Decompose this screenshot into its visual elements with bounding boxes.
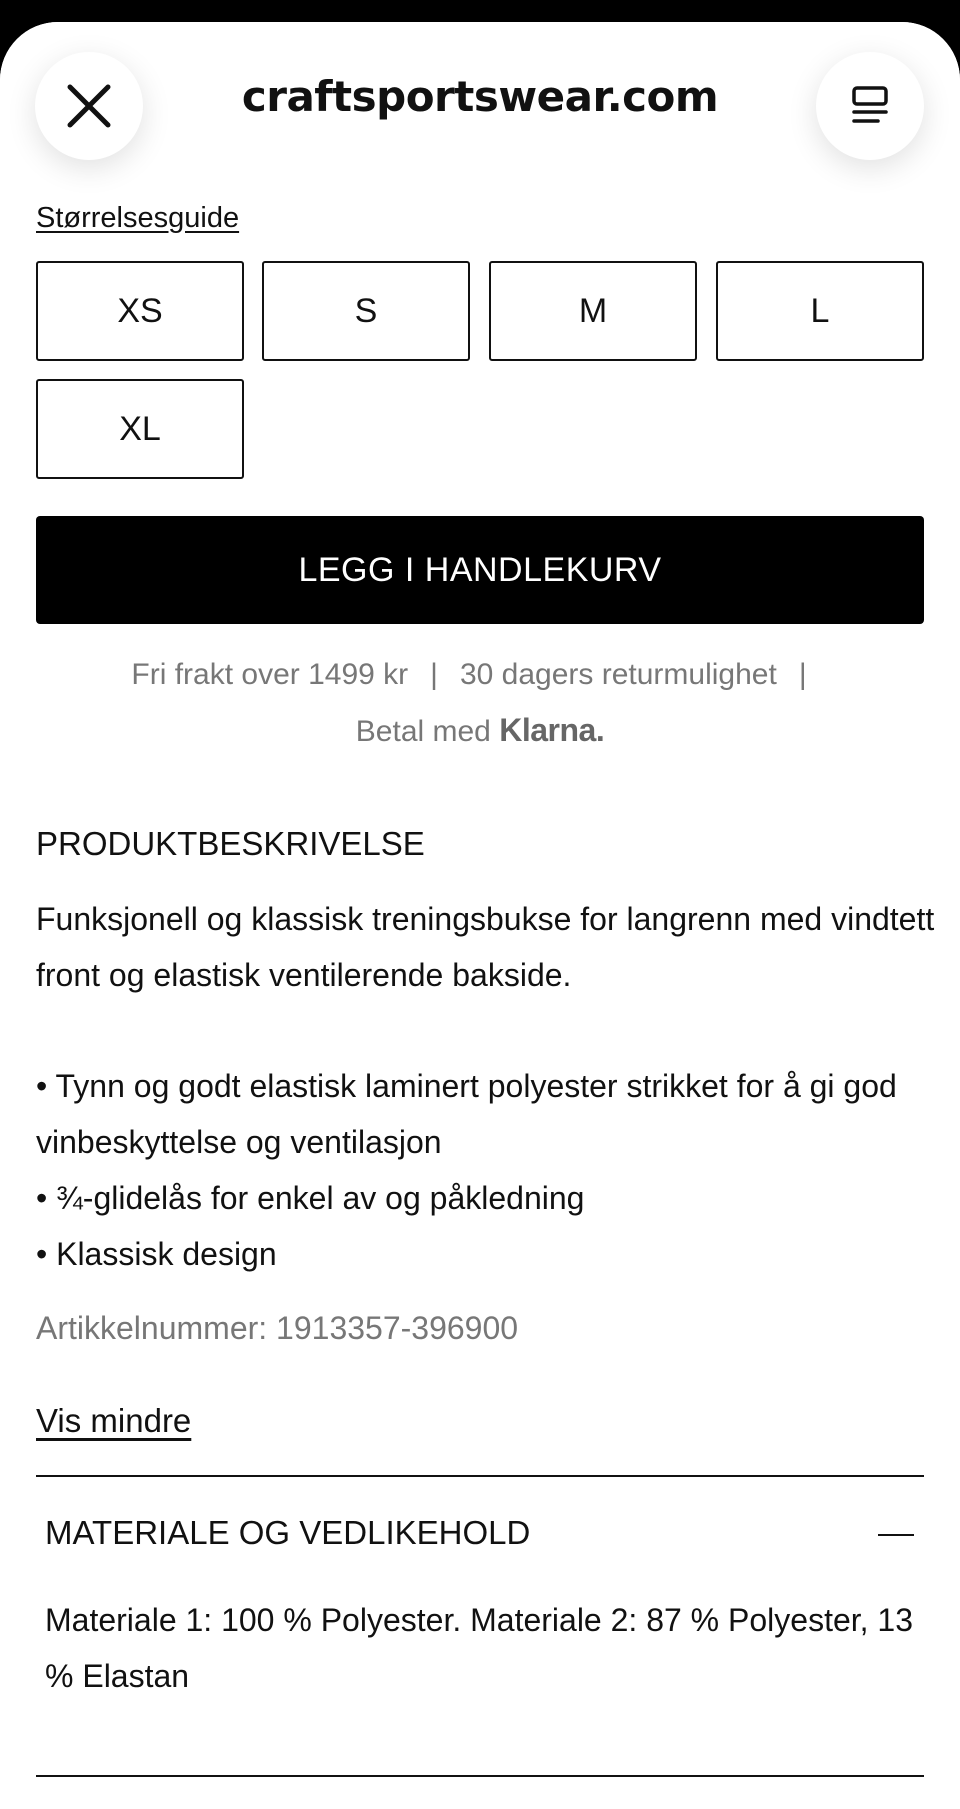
material-accordion-header[interactable]: MATERIALE OG VEDLIKEHOLD	[45, 1514, 531, 1551]
article-number: Artikkelnummer: 1913357-396900	[36, 1310, 519, 1346]
returns-text: 30 dagers returmulighet	[459, 658, 777, 691]
menu-button[interactable]	[816, 52, 924, 160]
product-sheet	[0, 22, 960, 1809]
show-less-link[interactable]: Vis mindre	[36, 1402, 192, 1439]
header	[0, 22, 960, 197]
klarna-logo: Klarna.	[499, 712, 605, 748]
size-guide-link[interactable]: Størrelsesguide	[36, 202, 240, 234]
size-option-m[interactable]: M	[489, 261, 697, 361]
feature-bullet: • Tynn og godt elastisk laminert polyester strikket for å gi god vinbeskyttelse og ventilasjon	[36, 1068, 897, 1160]
pay-with-text: Betal med	[355, 715, 491, 748]
free-shipping-text: Fri frakt over 1499 kr	[131, 658, 409, 691]
description-intro: Funksjonell og klassisk treningsbukse for langrenn med vindtett front og elastisk ventilerende bakside.	[36, 901, 935, 993]
shipping-info	[0, 658, 960, 692]
feature-bullet: • Klassisk design	[36, 1236, 277, 1272]
add-to-cart-button[interactable]: LEGG I HANDLEKURV	[36, 516, 924, 624]
site-title: craftsportswear.com	[241, 72, 719, 121]
size-option-xl[interactable]: XL	[36, 379, 244, 479]
separator: |	[430, 658, 438, 691]
payment-info	[0, 712, 960, 749]
material-text: Materiale 1: 100 % Polyester. Materiale 2: 87 % Polyester, 13 % Elastan	[45, 1602, 914, 1694]
size-option-s[interactable]: S	[262, 261, 470, 361]
collapse-minus-icon[interactable]	[878, 1534, 914, 1536]
divider	[36, 1775, 924, 1777]
feature-bullet: • ¾-glidelås for enkel av og påkledning	[36, 1180, 585, 1216]
size-option-l[interactable]: L	[716, 261, 924, 361]
list-menu-icon	[848, 84, 892, 128]
separator: |	[798, 658, 807, 691]
size-option-xs[interactable]: XS	[36, 261, 244, 361]
divider	[36, 1475, 924, 1477]
description-title: PRODUKTBESKRIVELSE	[36, 825, 425, 862]
